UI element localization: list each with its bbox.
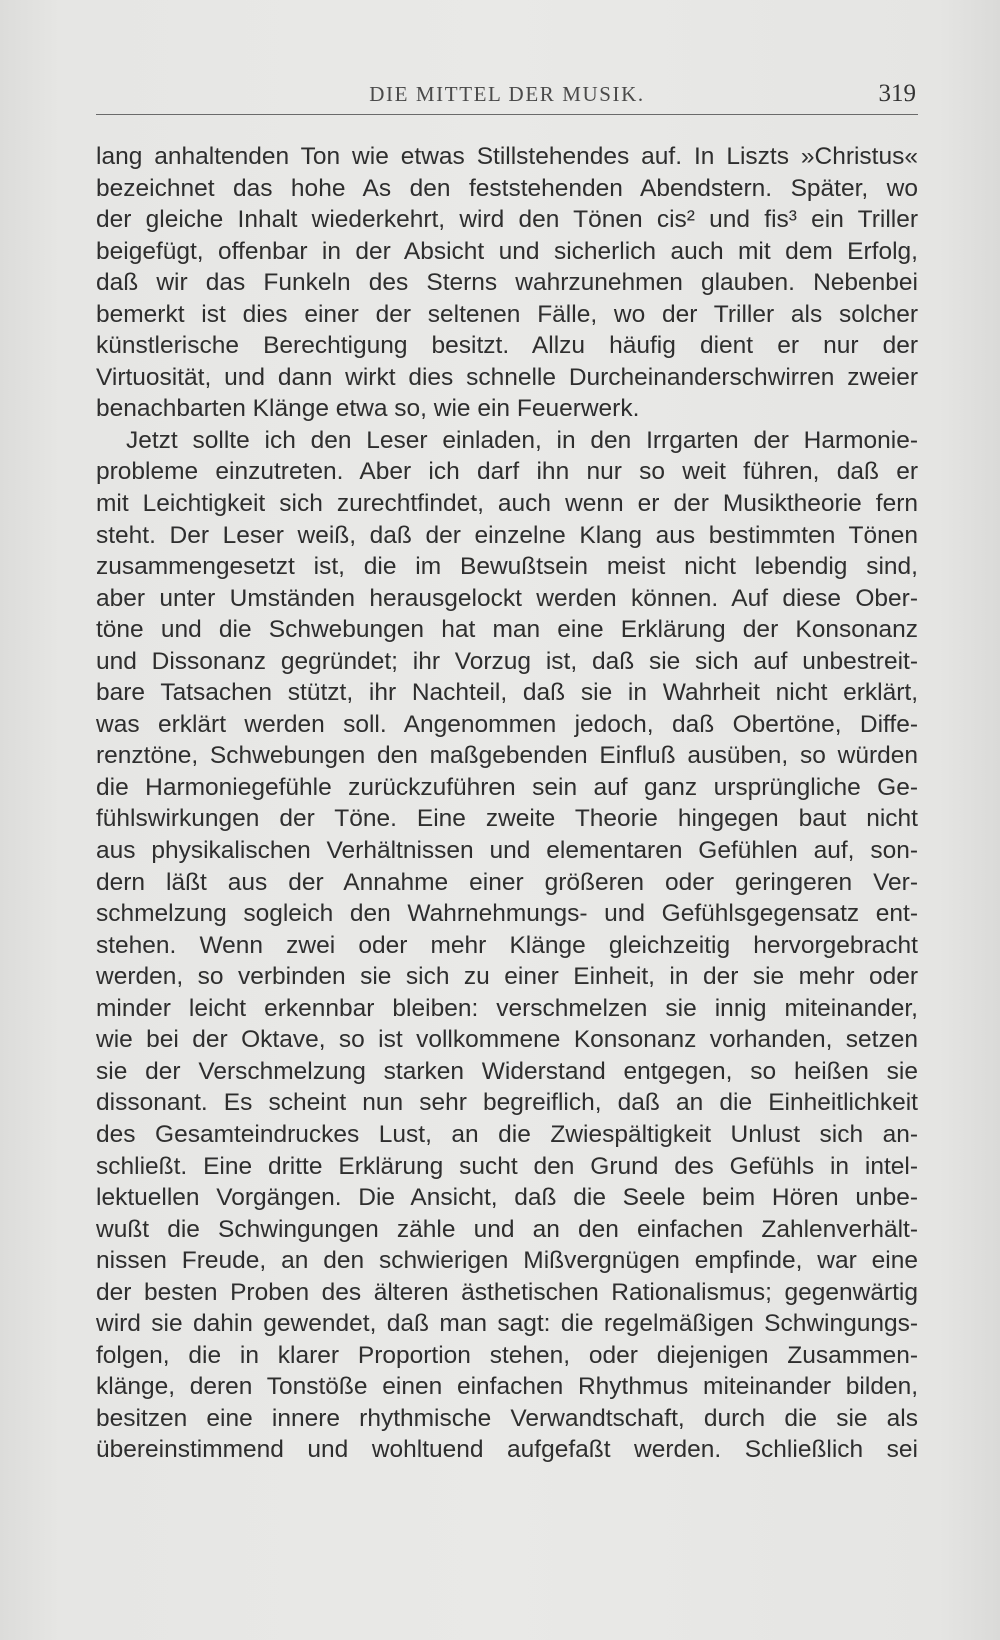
text-line: benachbarten Klänge etwa so, wie ein Feuerwerk. (96, 395, 640, 423)
paragraph (96, 425, 918, 1466)
body-text (96, 141, 918, 1466)
text-line: stehen. Wenn zwei oder mehr Klänge gleichzeitig hervorgebracht (96, 931, 918, 959)
text-line: zusammengesetzt ist, die im Bewußtsein meist nicht lebendig sind, (96, 553, 918, 581)
text-line: beigefügt, offenbar in der Absicht und sicherlich auch mit dem Erfolg, (96, 237, 918, 265)
text-line: lektuellen Vorgängen. Die Ansicht, daß die Seele beim Hören unbe- (96, 1184, 918, 1212)
page-number: 319 (878, 80, 916, 107)
text-line: des Gesamteindruckes Lust, an die Zwiespältigkeit Unlust sich an- (96, 1120, 918, 1148)
paragraph (96, 141, 918, 425)
text-line: besitzen eine innere rhythmische Verwandtschaft, durch die sie als (96, 1404, 918, 1432)
text-line: nissen Freude, an den schwierigen Mißvergnügen empfinde, war eine (96, 1247, 918, 1275)
text-line: aus physikalischen Verhältnissen und elementaren Gefühlen auf, son- (96, 837, 918, 865)
text-line: Virtuosität, und dann wirkt dies schnelle Durcheinanderschwirren zweier (96, 363, 918, 391)
text-line: dern läßt aus der Annahme einer größeren oder geringeren Ver- (96, 868, 918, 896)
text-line: der besten Proben des älteren ästhetischen Rationalismus; gegenwärtig (96, 1278, 918, 1306)
text-line: was erklärt werden soll. Angenommen jedoch, daß Obertöne, Diffe- (96, 710, 918, 738)
text-line: probleme einzutreten. Aber ich darf ihn nur so weit führen, daß er (96, 458, 918, 486)
text-line: schmelzung sogleich den Wahrnehmungs- und Gefühlsgegensatz ent- (96, 900, 918, 928)
text-line: die Harmoniegefühle zurückzuführen sein auf ganz ursprüngliche Ge- (96, 773, 918, 801)
text-line: Jetzt sollte ich den Leser einladen, in den Irrgarten der Harmonie- (126, 426, 918, 454)
text-line: fühlswirkungen der Töne. Eine zweite Theorie hingegen baut nicht (96, 805, 918, 833)
text-line: bare Tatsachen stützt, ihr Nachteil, daß sie in Wahrheit nicht erklärt, (96, 679, 918, 707)
text-line: und Dissonanz gegründet; ihr Vorzug ist, daß sie sich auf unbestreit- (96, 647, 918, 675)
text-line: steht. Der Leser weiß, daß der einzelne Klang aus bestimmten Tönen (96, 521, 918, 549)
text-line: wußt die Schwingungen zähle und an den einfachen Zahlenverhält- (96, 1215, 918, 1243)
text-line: folgen, die in klarer Proportion stehen, oder diejenigen Zusammen- (96, 1341, 918, 1369)
text-line: künstlerische Berechtigung besitzt. Allzu häufig dient er nur der (96, 332, 918, 360)
text-line: dissonant. Es scheint nun sehr begreiflich, daß an die Einheitlichkeit (96, 1089, 918, 1117)
text-line: sie der Verschmelzung starken Widerstand entgegen, so heißen sie (96, 1057, 918, 1085)
text-line: mit Leichtigkeit sich zurechtfindet, auch wenn er der Musiktheorie fern (96, 490, 918, 518)
text-line: daß wir das Funkeln des Sterns wahrzunehmen glauben. Nebenbei (96, 269, 918, 297)
text-line: bemerkt ist dies einer der seltenen Fälle, wo der Triller als solcher (96, 300, 918, 328)
text-line: der gleiche Inhalt wiederkehrt, wird den Tönen cis² und fis³ ein Triller (96, 206, 918, 234)
text-line: bezeichnet das hohe As den feststehenden Abendstern. Später, wo (96, 174, 918, 202)
running-head (96, 80, 918, 115)
text-line: aber unter Umständen herausgelockt werden können. Auf diese Ober- (96, 584, 918, 612)
text-line: schließt. Eine dritte Erklärung sucht den Grund des Gefühls in intel- (96, 1152, 918, 1180)
text-line: klänge, deren Tonstöße einen einfachen Rhythmus miteinander bilden, (96, 1373, 918, 1401)
text-line: minder leicht erkennbar bleiben: verschmelzen sie innig miteinander, (96, 994, 918, 1022)
text-line: wird sie dahin gewendet, daß man sagt: die regelmäßigen Schwingungs- (96, 1310, 918, 1338)
text-line: wie bei der Oktave, so ist vollkommene Konsonanz vorhanden, setzen (96, 1026, 918, 1054)
running-title: DIE MITTEL DER MUSIK. (369, 82, 645, 106)
text-line: renztöne, Schwebungen den maßgebenden Einfluß ausüben, so würden (96, 742, 918, 770)
text-line: werden, so verbinden sie sich zu einer Einheit, in der sie mehr oder (96, 963, 918, 991)
text-line: übereinstimmend und wohltuend aufgefaßt werden. Schließlich sei (96, 1436, 918, 1464)
text-line: töne und die Schwebungen hat man eine Erklärung der Konsonanz (96, 616, 918, 644)
text-line: lang anhaltenden Ton wie etwas Stillstehendes auf. In Liszts »Christus« (96, 143, 918, 170)
